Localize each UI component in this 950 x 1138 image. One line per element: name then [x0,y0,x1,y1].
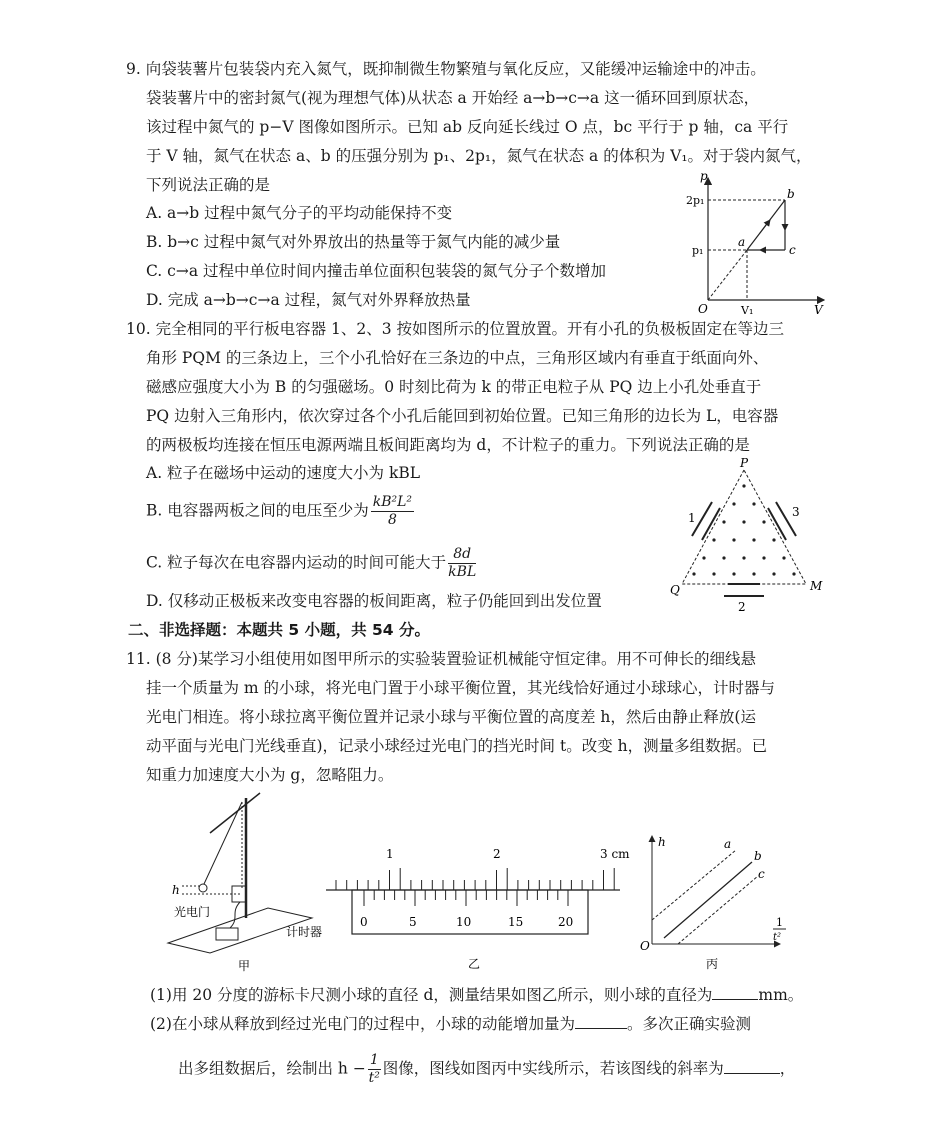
q10-option-b-text: B. 电容器两板之间的电压至少为 [146,501,369,520]
q10-option-c [146,546,478,581]
q11-line-3: 光电门相连。将小球拉离平衡位置并记录小球与平衡位置的高度差 h，然后由静止释放(运 [146,708,756,726]
q11-sub-1-text: (1)用 20 分度的游标卡尺测小球的直径 d，测量结果如图乙所示，则小球的直径为 [150,986,713,1004]
line-c [678,876,758,944]
q9-line-1: 9. 向袋装薯片包装袋内充入氮气，既抑制微生物繁殖与氧化反应，又能缓冲运输途中的冲击。 [126,60,766,78]
label-2: 2 [738,600,746,614]
frac-num: kB²L² [372,494,413,510]
label-h: h [658,835,666,849]
label-M: M [810,579,823,593]
label-p: p [700,169,708,183]
q10-option-d: D. 仅移动正极板来改变电容器的板间距离，粒子仍能回到出发位置 [146,592,602,610]
timer-wire [230,902,240,928]
label-a: a [724,837,732,851]
label-1: 1 [688,511,696,525]
x-label-den: t² [773,932,782,943]
main-label-1: 1 [386,847,394,861]
answer-blank-diameter[interactable] [712,983,758,1000]
q10-option-a: A. 粒子在磁场中运动的速度大小为 kBL [146,464,421,482]
q11-line-2: 挂一个质量为 m 的小球，将光电门置于小球平衡位置，其光线恰好通过小球球心，计时器与 [146,679,776,697]
q10-option-c-text: C. 粒子每次在电容器内运动的时间可能大于 [146,553,447,572]
caption-bing: 丙 [706,957,719,971]
label-Q: Q [670,583,680,597]
q11-line-4: 动平面与光电门光线垂直)，记录小球经过光电门的挡光时间 t。改变 h，测量多组数据。已 [146,737,768,755]
label-o: O [698,302,708,316]
q10-line-2: 角形 PQM 的三条边上，三个小孔恰好在三条边的中点，三角形区域内有垂直于纸面向外、 [146,349,769,367]
q9-line-4: 于 V 轴，氮气在状态 a、b 的压强分别为 p₁、2p₁，氮气在状态 a 的体积为 V₁。对于袋内氮气， [146,147,812,165]
q10-option-c-fraction [448,546,476,581]
q11-figure-jia [160,788,330,973]
q9-line-5: 下列说法正确的是 [146,176,271,194]
q11-figure-yi [322,838,632,974]
frac-den: t² [368,1070,380,1086]
label-c: c [758,867,765,881]
q11-sub-2b-text: 出多组数据后，绘制出 h − [178,1059,366,1078]
dash-origin-a [708,250,747,300]
arrow-ab [760,220,770,233]
x-label-num: 1 [776,916,783,929]
q11-sub-2 [150,1012,751,1035]
q11-sub-2-cont [178,1052,795,1087]
label-h: h [172,883,180,897]
label-v1: V₁ [741,304,754,317]
q9-option-b: B. b→c 过程中氮气对外界放出的热量等于氮气内能的减少量 [146,233,561,251]
q10-line-4: PQ 边射入三角形内，依次穿过各个小孔后能回到初始位置。已知三角形的边长为 L，电容器 [146,407,779,425]
main-scale-ticks [336,868,614,890]
q11-sub-2-text: (2)在小球从释放到经过光电门的过程中，小球的动能增加量为 [150,1015,575,1033]
q11-sub-2b-fraction [368,1052,381,1087]
answer-blank-kinetic-energy[interactable] [575,1012,627,1029]
label-p1: p₁ [692,244,704,257]
vernier-label-5: 5 [409,915,417,929]
main-label-3: 3 cm [600,847,630,861]
q10-option-b-fraction [371,494,414,529]
q9-option-d: D. 完成 a→b→c→a 过程，氮气对外界释放热量 [146,291,471,309]
ball [199,884,207,892]
q11-line-5: 知重力加速度大小为 g，忽略阻力。 [146,766,394,784]
q11-sub-1-unit: mm。 [758,986,804,1004]
thread-1 [204,802,242,884]
frac-den: 8 [387,512,397,528]
line-a [652,850,736,920]
q11-sub-2b-rest: 图像，图线如图丙中实线所示，若该图线的斜率为 [382,1059,724,1078]
q9-pv-graph [686,168,836,318]
q10-line-1: 10. 完全相同的平行板电容器 1、2、3 按如图所示的位置放置。开有小孔的负极板固定在等边三 [126,320,785,338]
vernier-label-0: 0 [360,915,368,929]
q10-triangle-figure [668,456,828,616]
label-photogate: 光电门 [174,905,211,919]
vernier-label-15: 15 [508,915,524,929]
answer-blank-slope[interactable] [724,1057,780,1074]
label-b: b [754,849,762,863]
frac-den: kBL [448,564,477,580]
label-2p1: 2p₁ [686,194,705,207]
vernier-label-10: 10 [456,915,472,929]
q9-line-3: 该过程中氮气的 p−V 图像如图所示。已知 ab 反向延长线过 O 点，bc 平行于 p 轴，ca 平行 [146,118,789,136]
q10-option-b [146,494,416,529]
label-O: O [640,939,650,953]
q9-option-c: C. c→a 过程中单位时间内撞击单位面积包装袋的氮气分子个数增加 [146,262,606,280]
vernier-label-20: 20 [558,915,574,929]
frac-num: 1 [369,1052,379,1068]
label-c: c [789,243,796,257]
label-a: a [738,235,746,249]
label-3: 3 [792,505,800,519]
timer-box [216,928,238,940]
label-b: b [787,187,795,201]
q11-line-1: 11. (8 分)某学习小组使用如图甲所示的实验装置验证机械能守恒定律。用不可伸长的细线悬 [126,650,756,668]
q11-sub-2-tail: 。多次正确实验测 [626,1015,751,1033]
q11-sub-1 [150,983,803,1006]
label-timer: 计时器 [286,925,323,939]
q10-line-3: 磁感应强度大小为 B 的匀强磁场。0 时刻比荷为 k 的带正电粒子从 PQ 边上小孔处垂直于 [146,378,762,396]
frac-num: 8d [448,546,476,564]
q9-line-2: 袋装薯片中的密封氮气(视为理想气体)从状态 a 开始经 a→b→c→a 这一循环回到原状态， [146,89,760,107]
label-v: V [814,303,823,317]
top-rod [210,793,260,833]
section-2-heading: 二、非选择题：本题共 5 小题，共 54 分。 [128,621,430,639]
caption-yi: 乙 [468,957,481,971]
q11-figure-bing [636,832,796,974]
q10-line-5: 的两极板均连接在恒压电源两端且板间距离均为 d，不计粒子的重力。下列说法正确的是 [146,436,750,454]
q9-option-a: A. a→b 过程中氮气分子的平均动能保持不变 [146,204,453,222]
main-label-2: 2 [493,847,501,861]
label-P: P [740,456,749,470]
caption-jia: 甲 [238,959,251,973]
q11-sub-2b-end: ， [779,1059,796,1078]
vernier-ticks [364,890,568,906]
